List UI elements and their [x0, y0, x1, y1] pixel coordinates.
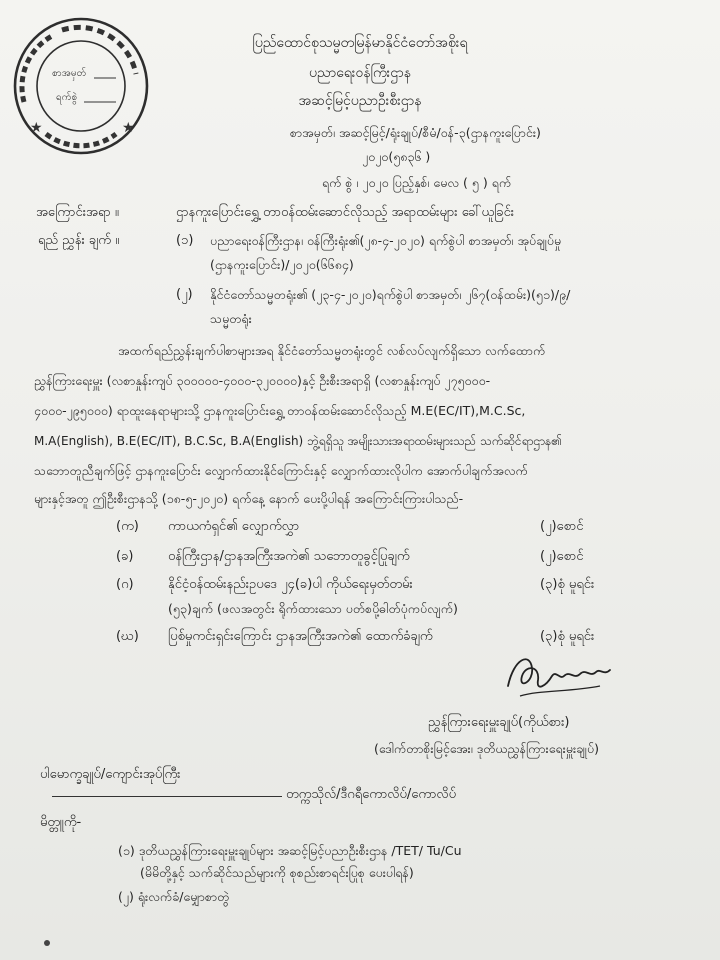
signatory-name: (ဒေါက်တာစိုးမြင့်အေး၊ ဒုတိယညွှန်ကြားရေးမှူးချုပ်): [374, 741, 599, 756]
letter-date: ရက် စွဲ ၊ ၂၀၂၀ ပြည့်နှစ်၊ မေလ ( ၅ ) ရက်: [322, 175, 512, 190]
attachment-1-count: (၂)စောင်: [540, 519, 584, 534]
government-heading: ပြည်ထောင်စုသမ္မတမြန်မာနိုင်ငံတော်အစိုးရ: [252, 35, 468, 51]
signatory-title: ညွှန်ကြားရေးမှူးချုပ်(ကိုယ်စား): [428, 715, 570, 730]
reference-item-1-text-cont: (ဌာနကူးပြောင်း)/၂၀၂၀(၆၆၈၄): [210, 257, 354, 272]
paper-speck: [44, 940, 50, 946]
reference-item-1-text: ပညာရေးဝန်ကြီးဌာန၊ ဝန်ကြီးရုံး၏(၂၈-၄-၂၀၂၀) ရက်စွဲပါ စာအမှတ်၊ အုပ်ချုပ်မှု: [210, 233, 562, 248]
svg-text:★: ★: [30, 120, 43, 136]
handwritten-signature: [500, 646, 620, 706]
official-seal-stamp: [12, 16, 150, 156]
attachment-2-text: ဝန်ကြီးဌာန/ဌာနအကြီးအကဲ၏ သဘောတူခွင့်ပြုချက်: [168, 549, 410, 564]
reference-item-2-text-cont: သမ္မတရုံး: [210, 311, 252, 326]
attachment-4-number: (ဃ): [116, 629, 139, 644]
copy-item-2: (၂) ရုံးလက်ခံ/မျှောစာတွဲ: [118, 889, 230, 904]
svg-text:ရက်စွဲ: ရက်စွဲ: [56, 92, 78, 103]
attachment-3-text-cont: (၅၃)ချက် (ဖလအတွင်း ရိုက်ထားသော ပတ်စပို့ဓါတ်ပုံကပ်လျက်): [168, 601, 458, 616]
attachment-1-text: ကာယကံရှင်၏ လျှောက်လွှာ: [168, 519, 300, 534]
recipient-blank-line: [52, 796, 282, 797]
copy-item-1: (၁) ဒုတိယညွှန်ကြားရေးမှူးချုပ်များ အဆင့်မြင့်ပညာဦးစီးဌာန /TET/ Tu/Cu: [118, 843, 462, 858]
attachment-2-number: (ခ): [116, 549, 134, 564]
subject-label: အကြောင်းအရာ ။: [36, 205, 119, 220]
copy-to-label: မိတ္တူကို-: [40, 815, 82, 830]
svg-text:စာအမှတ်: စာအမှတ်: [52, 68, 87, 79]
attachment-1-number: (က): [116, 519, 139, 534]
attachment-3-text: နိုင်ငံ့ဝန်ထမ်းနည်းဥပဒေ ၂၄(ခ)ပါ ကိုယ်ရေးမှတ်တမ်း: [168, 577, 413, 592]
department-heading: အဆင့်မြင့်ပညာဦးစီးဌာန: [298, 93, 422, 109]
subject-text: ဌာနကူးပြောင်းရွှေ့ တာဝန်ထမ်းဆောင်လိုသည့် အရာထမ်းများ ခေါ်ယူခြင်း: [176, 205, 515, 220]
body-line-4: M.A(English), B.E(EC/IT), B.C.Sc, B.A(English) ဘွဲ့ရရှိသူ အမျိုးသားအရာထမ်းများသည် သက်ဆိုင်ရာဌာန၏: [34, 434, 562, 448]
reference-item-1-number: (၁): [176, 233, 194, 248]
body-line-6: များနှင့်အတူ ဤဦးစီးဌာနသို့ (၁၈-၅-၂၀၂၀) ရက်နေ့ နောက် ပေးပို့ပါရန် အကြောင်းကြားပါသည်-: [34, 491, 464, 506]
body-line-2: ညွှန်ကြားရေးမှူး (လစာနှုန်းကျပ် ၃၀၀၀၀၀-၄၀၀၀-၃၂၀၀၀၀)နှင့် ဦးစီးအရာရှိ (လစာနှုန်းကျပ် ၂၇၅၀၀၀-: [34, 373, 491, 388]
attachment-2-count: (၂)စောင်: [540, 549, 584, 564]
attachment-4-count: (၃)စုံ မူရင်း: [540, 629, 595, 644]
reference-item-2-number: (၂): [176, 287, 193, 302]
letter-reference-number: စာအမှတ်၊ အဆင့်မြင့်/ရုံးချုပ်/စီမံ/ဝန်-၃(ဌာနကူးပြောင်း): [290, 125, 541, 140]
ministry-heading: ပညာရေးဝန်ကြီးဌာန: [309, 65, 411, 81]
body-line-1: အထက်ရည်ညွှန်းချက်ပါစာများအရ နိုင်ငံတော်သမ္မတရုံးတွင် လစ်လပ်လျက်ရှိသော လက်ထောက်: [118, 343, 546, 358]
body-line-3: ၄၀၀၀-၂၉၅၀၀၀) ရာထူးနေရာများသို့ ဌာနကူးပြောင်းရွှေ့ တာဝန်ထမ်းဆောင်လိုသည့် M.E(EC/IT),M.C.Sc,: [34, 403, 526, 418]
svg-text:★: ★: [122, 120, 135, 136]
attachment-4-text: ပြစ်မှုကင်းရှင်းကြောင်း ဌာနအကြီးအကဲ၏ ထောက်ခံချက်: [168, 629, 433, 644]
references-label: ရည် ညွှန်း ချက် ။: [38, 233, 120, 248]
attachment-3-number: (ဂ): [116, 577, 134, 592]
body-line-5: သဘောတူညီချက်ဖြင့် ဌာနကူးပြောင်း လျှောက်ထားနိုင်ကြောင်းနှင့် လျှောက်ထားလိုပါက အောက်ပါချက်အလက်: [34, 463, 528, 478]
copy-item-1-note: (မိမိတို့နှင့် သက်ဆိုင်သည်များကို စုစည်းစာရင်းပြုစု ပေးပါရန်): [140, 865, 414, 880]
attachment-3-count: (၃)စုံ မူရင်း: [540, 577, 595, 592]
recipient-institutions: တက္ကသိုလ်/ဒီဂရီကောလိပ်/ကောလိပ်: [286, 787, 457, 802]
reference-item-2-text: နိုင်ငံတော်သမ္မတရုံး၏ (၂၃-၄-၂၀၂၀)ရက်စွဲပါ စာအမှတ်၊ ၂၆၇(ဝန်ထမ်း)(၅၁)/၉/: [210, 287, 571, 302]
recipient-heading: ပါမောက္ခချုပ်/ကျောင်းအုပ်ကြီး: [40, 767, 181, 782]
letter-reference-number-cont: ၂၀၂၀(၅၈၃၆ ): [362, 149, 431, 164]
